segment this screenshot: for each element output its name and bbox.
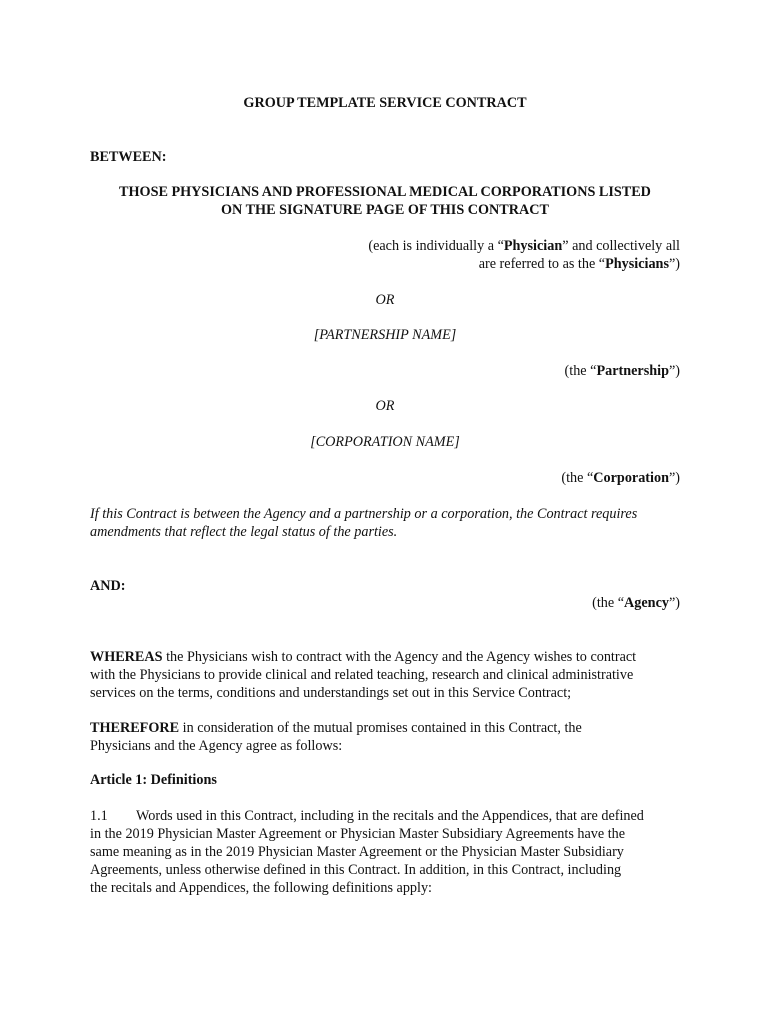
between-label: BETWEEN: bbox=[90, 149, 167, 165]
agency-definition bbox=[90, 594, 680, 612]
whereas-text: the Physicians wish to contract with the Agency and the Agency wishes to contract bbox=[162, 649, 637, 665]
partnership-definition bbox=[90, 362, 680, 380]
clause-number: 1.1 bbox=[90, 808, 108, 824]
therefore-text: in consideration of the mutual promises contained in this Contract, the bbox=[179, 720, 582, 736]
physician-definition-line-2 bbox=[90, 255, 680, 273]
clause-1-1-line-1 bbox=[90, 807, 680, 825]
physicians-def-text: ”) bbox=[668, 256, 680, 272]
physician-term: Physician bbox=[503, 238, 563, 254]
corporation-name-placeholder: [CORPORATION NAME] bbox=[310, 434, 460, 450]
article-1-heading: Article 1: Definitions bbox=[90, 772, 217, 788]
party-heading-line-1: THOSE PHYSICIANS AND PROFESSIONAL MEDICAL CORPORATIONS LISTED bbox=[119, 184, 651, 200]
therefore-keyword: THEREFORE bbox=[90, 720, 180, 736]
whereas-line-1 bbox=[90, 648, 680, 666]
agency-def-text: ”) bbox=[668, 595, 680, 611]
whereas-line-3: services on the terms, conditions and understandings set out in this Service Contract; bbox=[90, 685, 572, 701]
clause-1-1-line-2: in the 2019 Physician Master Agreement or Physician Master Subsidiary Agreements have the bbox=[90, 826, 626, 842]
agency-term: Agency bbox=[624, 595, 669, 611]
therefore-line-2: Physicians and the Agency agree as follows: bbox=[90, 738, 343, 754]
corporation-def-text: (the “ bbox=[561, 470, 594, 486]
clause-1-1-line-3: same meaning as in the 2019 Physician Master Agreement or the Physician Master Subsidiary bbox=[90, 844, 624, 860]
partnership-def-text: (the “ bbox=[564, 363, 597, 379]
therefore-line-1 bbox=[90, 719, 680, 737]
clause-text: Words used in this Contract, including in the recitals and the Appendices, that are defined bbox=[136, 808, 644, 824]
corporation-term: Corporation bbox=[593, 470, 669, 486]
physicians-term: Physicians bbox=[605, 256, 669, 272]
or-separator-2: OR bbox=[375, 398, 395, 414]
agency-def-text: (the “ bbox=[592, 595, 625, 611]
whereas-keyword: WHEREAS bbox=[90, 649, 163, 665]
clause-1-1-line-4: Agreements, unless otherwise defined in this Contract. In addition, in this Contract, including bbox=[90, 862, 622, 878]
corporation-def-text: ”) bbox=[668, 470, 680, 486]
whereas-line-2: with the Physicians to provide clinical and related teaching, research and clinical administrative bbox=[90, 667, 634, 683]
document-title: GROUP TEMPLATE SERVICE CONTRACT bbox=[243, 95, 527, 111]
physician-definition-line-1 bbox=[90, 237, 680, 255]
party-heading-line-2: ON THE SIGNATURE PAGE OF THIS CONTRACT bbox=[221, 202, 549, 218]
clause-1-1-line-5: the recitals and Appendices, the following definitions apply: bbox=[90, 880, 432, 896]
legal-status-note-line-1: If this Contract is between the Agency and a partnership or a corporation, the Contract requires bbox=[90, 506, 638, 522]
corporation-definition bbox=[90, 469, 680, 487]
physicians-def-text: are referred to as the “ bbox=[478, 256, 606, 272]
physician-def-text: ” and collectively all bbox=[562, 238, 680, 254]
partnership-term: Partnership bbox=[596, 363, 669, 379]
and-label: AND: bbox=[90, 578, 126, 594]
partnership-name-placeholder: [PARTNERSHIP NAME] bbox=[313, 327, 457, 343]
physician-def-text: (each is individually a “ bbox=[368, 238, 504, 254]
legal-status-note-line-2: amendments that reflect the legal status of the parties. bbox=[90, 524, 398, 540]
or-separator-1: OR bbox=[375, 292, 395, 308]
partnership-def-text: ”) bbox=[668, 363, 680, 379]
